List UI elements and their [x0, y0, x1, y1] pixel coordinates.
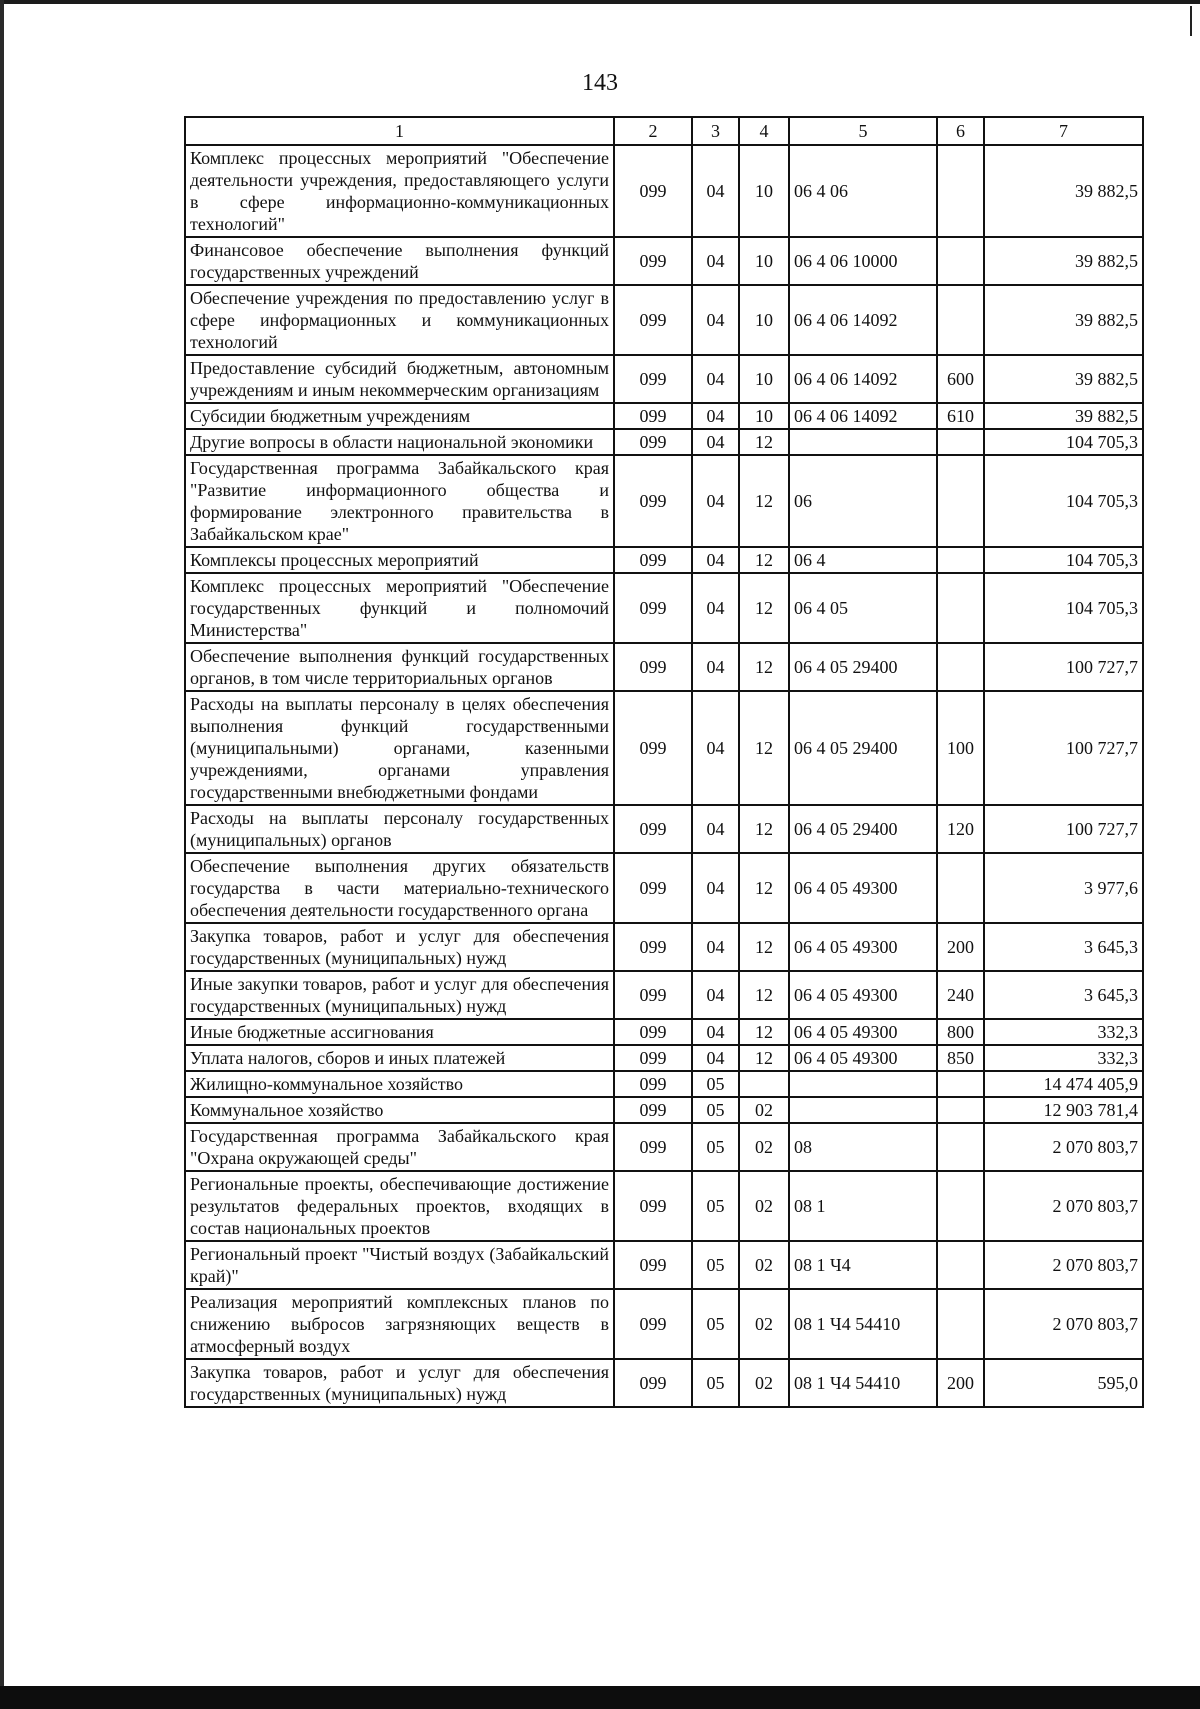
row-target-article: 06 4 06 14092 [789, 355, 937, 403]
table-row [185, 1045, 1143, 1071]
row-section-code: 04 [692, 237, 739, 285]
row-expense-type [937, 573, 984, 643]
row-amount: 104 705,3 [984, 429, 1143, 455]
row-target-article: 06 4 05 49300 [789, 971, 937, 1019]
row-section-code: 04 [692, 355, 739, 403]
row-amount: 332,3 [984, 1045, 1143, 1071]
row-subsection-code: 12 [739, 1019, 789, 1045]
row-subsection-code: 12 [739, 573, 789, 643]
row-section-code: 04 [692, 805, 739, 853]
row-target-article: 06 4 05 49300 [789, 853, 937, 923]
row-section-code: 04 [692, 547, 739, 573]
table-row [185, 971, 1143, 1019]
table-row [185, 1359, 1143, 1407]
row-subsection-code: 12 [739, 455, 789, 547]
row-amount: 104 705,3 [984, 455, 1143, 547]
table-row [185, 853, 1143, 923]
column-header: 3 [692, 117, 739, 145]
row-target-article: 06 4 06 [789, 145, 937, 237]
column-header: 4 [739, 117, 789, 145]
row-subsection-code: 12 [739, 429, 789, 455]
table-row [185, 1289, 1143, 1359]
row-section-code: 05 [692, 1123, 739, 1171]
scan-edge-top [0, 0, 1200, 4]
row-subsection-code: 02 [739, 1241, 789, 1289]
row-target-article: 06 4 06 14092 [789, 285, 937, 355]
row-expense-type: 600 [937, 355, 984, 403]
row-expense-type [937, 547, 984, 573]
row-ministry-code: 099 [614, 643, 692, 691]
row-amount: 12 903 781,4 [984, 1097, 1143, 1123]
row-amount: 3 645,3 [984, 923, 1143, 971]
row-target-article: 06 4 06 10000 [789, 237, 937, 285]
row-expense-type: 100 [937, 691, 984, 805]
row-description: Обеспечение выполнения других обязательств государства в части материально-технического обеспечения деятельности государственного органа [185, 853, 614, 923]
row-amount: 2 070 803,7 [984, 1241, 1143, 1289]
row-ministry-code: 099 [614, 805, 692, 853]
row-ministry-code: 099 [614, 455, 692, 547]
row-target-article [789, 1071, 937, 1097]
table-body [185, 145, 1143, 1407]
scan-edge-bottom [0, 1686, 1200, 1709]
row-target-article: 08 1 Ч4 54410 [789, 1289, 937, 1359]
row-expense-type [937, 1241, 984, 1289]
row-expense-type [937, 455, 984, 547]
table-row [185, 1019, 1143, 1045]
row-expense-type: 850 [937, 1045, 984, 1071]
row-description: Закупка товаров, работ и услуг для обеспечения государственных (муниципальных) нужд [185, 1359, 614, 1407]
row-section-code: 04 [692, 1019, 739, 1045]
row-amount: 2 070 803,7 [984, 1123, 1143, 1171]
row-description: Уплата налогов, сборов и иных платежей [185, 1045, 614, 1071]
table-row [185, 643, 1143, 691]
row-ministry-code: 099 [614, 1241, 692, 1289]
table-row [185, 573, 1143, 643]
scan-edge-left [0, 0, 4, 1709]
row-expense-type [937, 1097, 984, 1123]
row-expense-type [937, 1071, 984, 1097]
row-description: Обеспечение выполнения функций государственных органов, в том числе территориальных органов [185, 643, 614, 691]
row-amount: 332,3 [984, 1019, 1143, 1045]
row-description: Предоставление субсидий бюджетным, автономным учреждениям и иным некоммерческим организациям [185, 355, 614, 403]
row-expense-type: 800 [937, 1019, 984, 1045]
row-description: Финансовое обеспечение выполнения функций государственных учреждений [185, 237, 614, 285]
row-amount: 100 727,7 [984, 643, 1143, 691]
row-ministry-code: 099 [614, 145, 692, 237]
row-section-code: 05 [692, 1289, 739, 1359]
table-row [185, 691, 1143, 805]
row-expense-type [937, 1289, 984, 1359]
row-amount: 39 882,5 [984, 285, 1143, 355]
row-subsection-code: 12 [739, 853, 789, 923]
row-expense-type [937, 285, 984, 355]
row-subsection-code: 02 [739, 1097, 789, 1123]
row-section-code: 04 [692, 429, 739, 455]
row-amount: 100 727,7 [984, 691, 1143, 805]
row-subsection-code: 12 [739, 923, 789, 971]
row-target-article: 06 4 05 29400 [789, 691, 937, 805]
row-expense-type [937, 429, 984, 455]
row-ministry-code: 099 [614, 1171, 692, 1241]
row-section-code: 05 [692, 1097, 739, 1123]
row-section-code: 04 [692, 923, 739, 971]
row-section-code: 04 [692, 1045, 739, 1071]
row-description: Субсидии бюджетным учреждениям [185, 403, 614, 429]
row-ministry-code: 099 [614, 355, 692, 403]
row-ministry-code: 099 [614, 1019, 692, 1045]
row-amount: 2 070 803,7 [984, 1289, 1143, 1359]
table-row [185, 285, 1143, 355]
row-ministry-code: 099 [614, 1123, 692, 1171]
row-section-code: 05 [692, 1071, 739, 1097]
row-ministry-code: 099 [614, 691, 692, 805]
row-amount: 39 882,5 [984, 145, 1143, 237]
row-description: Региональный проект "Чистый воздух (Забайкальский край)" [185, 1241, 614, 1289]
row-expense-type [937, 145, 984, 237]
row-description: Реализация мероприятий комплексных планов по снижению выбросов загрязняющих веществ в атмосферный воздух [185, 1289, 614, 1359]
row-ministry-code: 099 [614, 403, 692, 429]
row-description: Коммунальное хозяйство [185, 1097, 614, 1123]
row-subsection-code: 02 [739, 1171, 789, 1241]
row-description: Расходы на выплаты персоналу государственных (муниципальных) органов [185, 805, 614, 853]
row-description: Обеспечение учреждения по предоставлению услуг в сфере информационных и коммуникационных технологий [185, 285, 614, 355]
row-subsection-code: 12 [739, 691, 789, 805]
row-ministry-code: 099 [614, 1289, 692, 1359]
row-subsection-code [739, 1071, 789, 1097]
row-expense-type [937, 1123, 984, 1171]
row-subsection-code: 02 [739, 1123, 789, 1171]
row-subsection-code: 12 [739, 643, 789, 691]
row-target-article: 06 4 05 49300 [789, 923, 937, 971]
row-subsection-code: 10 [739, 403, 789, 429]
row-amount: 39 882,5 [984, 237, 1143, 285]
row-target-article: 06 4 06 14092 [789, 403, 937, 429]
table-row [185, 1241, 1143, 1289]
row-target-article [789, 1097, 937, 1123]
row-subsection-code: 10 [739, 145, 789, 237]
row-target-article: 08 1 Ч4 54410 [789, 1359, 937, 1407]
table-row [185, 455, 1143, 547]
table-row [185, 805, 1143, 853]
row-ministry-code: 099 [614, 429, 692, 455]
row-subsection-code: 12 [739, 547, 789, 573]
row-amount: 14 474 405,9 [984, 1071, 1143, 1097]
row-ministry-code: 099 [614, 1071, 692, 1097]
row-target-article: 08 1 [789, 1171, 937, 1241]
page-number: 143 [582, 70, 618, 96]
row-ministry-code: 099 [614, 853, 692, 923]
column-header: 5 [789, 117, 937, 145]
row-description: Закупка товаров, работ и услуг для обеспечения государственных (муниципальных) нужд [185, 923, 614, 971]
row-subsection-code: 02 [739, 1289, 789, 1359]
row-description: Комплекс процессных мероприятий "Обеспечение государственных функций и полномочий Министерства" [185, 573, 614, 643]
row-amount: 3 977,6 [984, 853, 1143, 923]
row-section-code: 04 [692, 971, 739, 1019]
row-amount: 595,0 [984, 1359, 1143, 1407]
row-target-article [789, 429, 937, 455]
row-target-article: 08 1 Ч4 [789, 1241, 937, 1289]
row-expense-type [937, 1171, 984, 1241]
row-target-article: 06 [789, 455, 937, 547]
column-header: 1 [185, 117, 614, 145]
table-row [185, 429, 1143, 455]
row-expense-type: 120 [937, 805, 984, 853]
row-section-code: 05 [692, 1241, 739, 1289]
row-subsection-code: 10 [739, 237, 789, 285]
row-target-article: 08 [789, 1123, 937, 1171]
row-ministry-code: 099 [614, 1045, 692, 1071]
row-amount: 104 705,3 [984, 547, 1143, 573]
row-ministry-code: 099 [614, 923, 692, 971]
table-row [185, 355, 1143, 403]
row-section-code: 04 [692, 573, 739, 643]
table-row [185, 547, 1143, 573]
row-subsection-code: 12 [739, 971, 789, 1019]
row-amount: 100 727,7 [984, 805, 1143, 853]
row-ministry-code: 099 [614, 237, 692, 285]
row-subsection-code: 10 [739, 355, 789, 403]
row-expense-type: 240 [937, 971, 984, 1019]
budget-table [184, 116, 1144, 1408]
row-expense-type [937, 853, 984, 923]
column-header: 6 [937, 117, 984, 145]
row-description: Комплекс процессных мероприятий "Обеспечение деятельности учреждения, предоставляющего услуги в сфере информационно-коммуникационных технологий" [185, 145, 614, 237]
row-amount: 2 070 803,7 [984, 1171, 1143, 1241]
row-subsection-code: 12 [739, 805, 789, 853]
row-section-code: 04 [692, 145, 739, 237]
table-row [185, 923, 1143, 971]
column-header: 7 [984, 117, 1143, 145]
row-target-article: 06 4 05 [789, 573, 937, 643]
row-ministry-code: 099 [614, 971, 692, 1019]
table-row [185, 1171, 1143, 1241]
row-description: Иные закупки товаров, работ и услуг для обеспечения государственных (муниципальных) нужд [185, 971, 614, 1019]
row-description: Государственная программа Забайкальского края "Охрана окружающей среды" [185, 1123, 614, 1171]
row-section-code: 04 [692, 643, 739, 691]
row-description: Иные бюджетные ассигнования [185, 1019, 614, 1045]
row-ministry-code: 099 [614, 1359, 692, 1407]
row-amount: 39 882,5 [984, 355, 1143, 403]
table-header-row [185, 117, 1143, 145]
row-description: Региональные проекты, обеспечивающие достижение результатов федеральных проектов, входящих в состав национальных проектов [185, 1171, 614, 1241]
table-row [185, 1071, 1143, 1097]
row-amount: 104 705,3 [984, 573, 1143, 643]
row-description: Жилищно-коммунальное хозяйство [185, 1071, 614, 1097]
row-expense-type: 200 [937, 1359, 984, 1407]
table-row [185, 1123, 1143, 1171]
row-target-article: 06 4 [789, 547, 937, 573]
row-subsection-code: 10 [739, 285, 789, 355]
table-row [185, 145, 1143, 237]
row-target-article: 06 4 05 49300 [789, 1019, 937, 1045]
row-target-article: 06 4 05 29400 [789, 805, 937, 853]
table-row [185, 237, 1143, 285]
row-description: Комплексы процессных мероприятий [185, 547, 614, 573]
row-expense-type: 610 [937, 403, 984, 429]
row-subsection-code: 12 [739, 1045, 789, 1071]
row-amount: 39 882,5 [984, 403, 1143, 429]
row-section-code: 05 [692, 1171, 739, 1241]
row-subsection-code: 02 [739, 1359, 789, 1407]
row-ministry-code: 099 [614, 1097, 692, 1123]
table-row [185, 1097, 1143, 1123]
row-section-code: 04 [692, 403, 739, 429]
row-amount: 3 645,3 [984, 971, 1143, 1019]
row-ministry-code: 099 [614, 285, 692, 355]
row-description: Другие вопросы в области национальной экономики [185, 429, 614, 455]
row-expense-type [937, 643, 984, 691]
row-target-article: 06 4 05 49300 [789, 1045, 937, 1071]
column-header: 2 [614, 117, 692, 145]
row-section-code: 04 [692, 691, 739, 805]
table-row [185, 403, 1143, 429]
row-ministry-code: 099 [614, 573, 692, 643]
row-description: Государственная программа Забайкальского края "Развитие информационного общества и формирование электронного правительства в Забайкальском крае" [185, 455, 614, 547]
row-target-article: 06 4 05 29400 [789, 643, 937, 691]
row-expense-type: 200 [937, 923, 984, 971]
row-expense-type [937, 237, 984, 285]
row-section-code: 04 [692, 455, 739, 547]
row-section-code: 04 [692, 285, 739, 355]
row-section-code: 05 [692, 1359, 739, 1407]
row-section-code: 04 [692, 853, 739, 923]
row-ministry-code: 099 [614, 547, 692, 573]
scan-edge-mark [1190, 6, 1192, 36]
row-description: Расходы на выплаты персоналу в целях обеспечения выполнения функций государственными (муниципальными) органами, казенными учреждениями, органами управления государственными внебюджетными фондами [185, 691, 614, 805]
